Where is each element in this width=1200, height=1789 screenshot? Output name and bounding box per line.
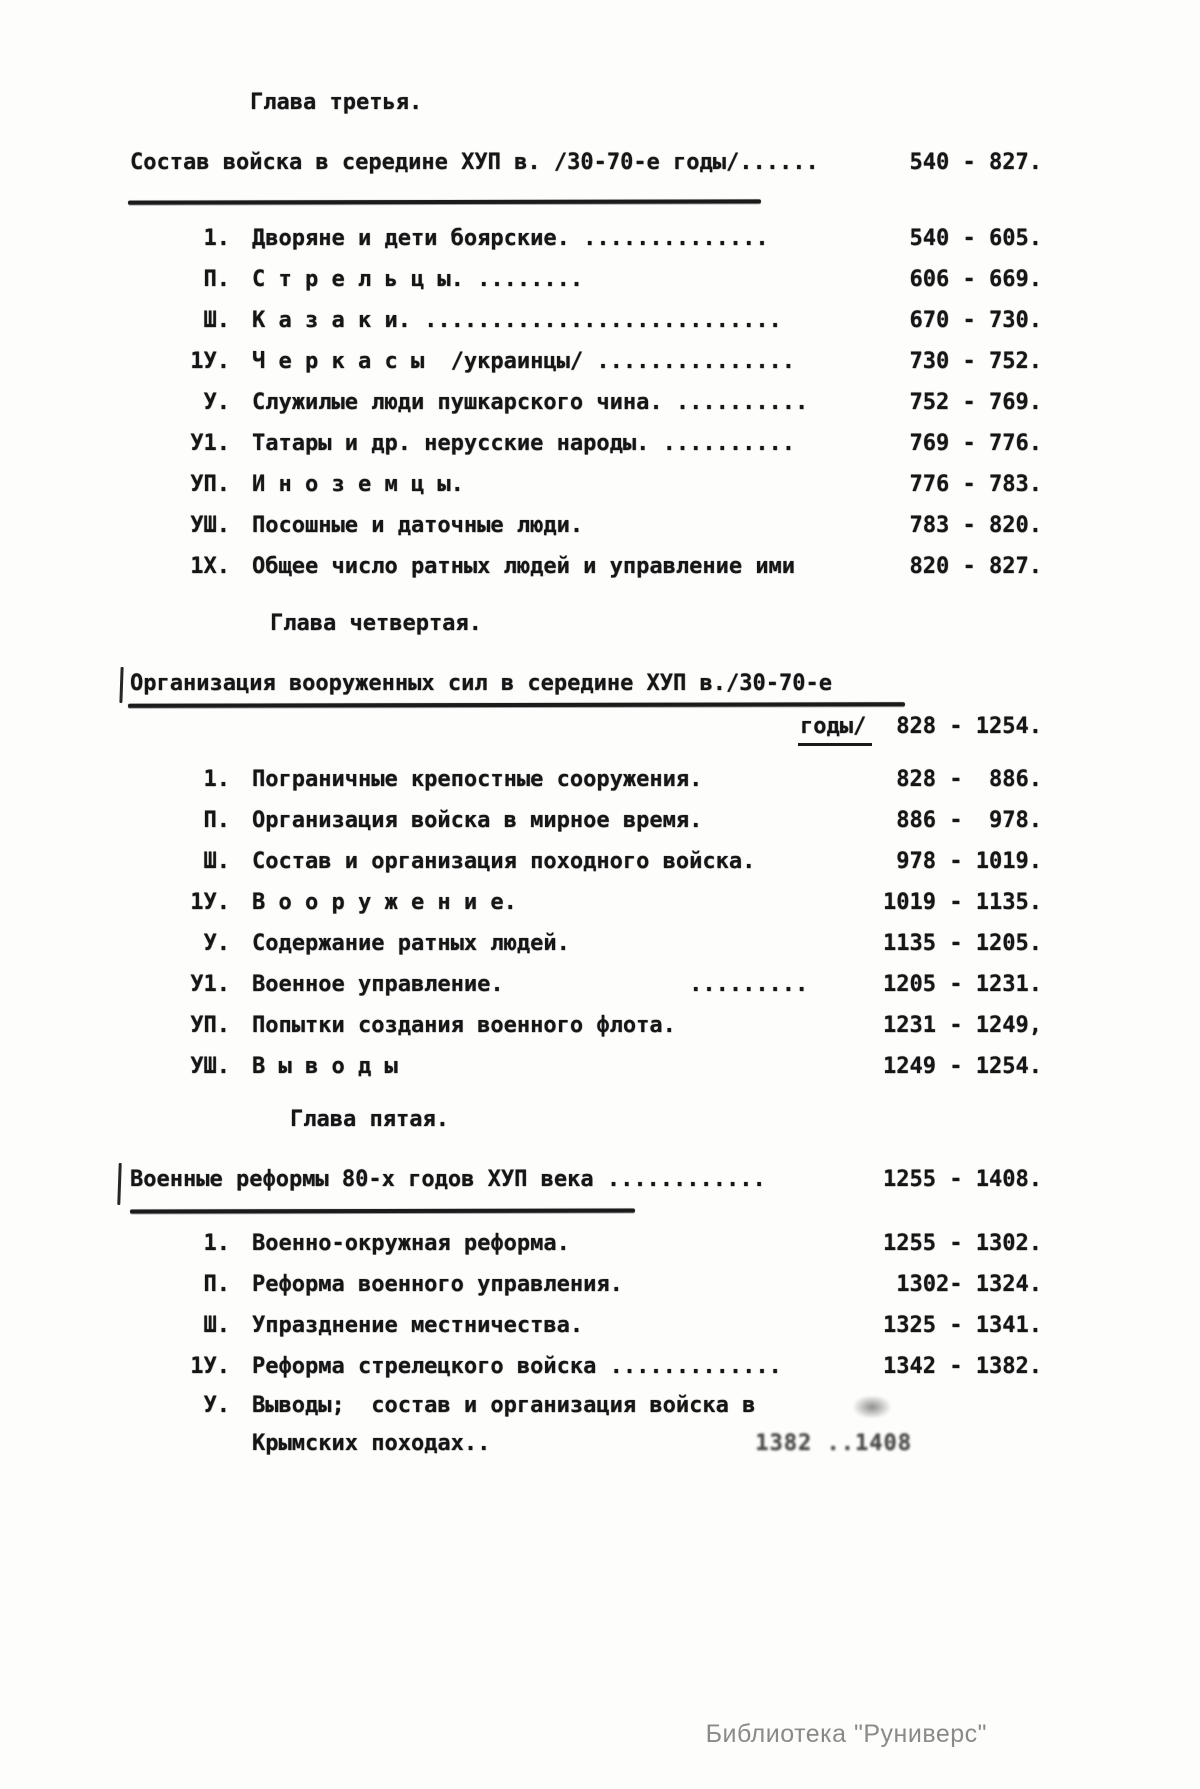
item-numeral: Ш. xyxy=(203,308,230,333)
item-label: Общее число ратных людей и управление ими xyxy=(252,554,796,579)
item-numeral: 1. xyxy=(203,767,230,792)
item-pages: 1382 ..1408 xyxy=(755,1431,912,1456)
ink-blot xyxy=(852,1395,892,1419)
item-numeral: У. xyxy=(203,931,230,956)
item-label: Татары и др. нерусские народы. .......... xyxy=(252,431,796,456)
item-numeral: У. xyxy=(203,1393,230,1418)
item-pages: 769 - 776. xyxy=(909,431,1042,456)
item-label: И н о з е м ц ы. xyxy=(252,472,464,497)
item-pages: 670 - 730. xyxy=(909,308,1042,333)
chapter-4-title-row2 xyxy=(130,709,1042,745)
item-numeral: П. xyxy=(203,808,230,833)
item-numeral: УП. xyxy=(190,1013,230,1038)
item-numeral: 1У. xyxy=(190,890,230,915)
toc-content xyxy=(130,88,1042,1471)
item-label: Военно-окружная реформа. xyxy=(252,1231,570,1256)
item-label: Военное управление. ......... xyxy=(252,972,809,997)
toc-item xyxy=(130,341,1042,382)
toc-item xyxy=(130,300,1042,341)
chapter-3-label: Глава третья. xyxy=(250,90,423,115)
item-pages: 1342 - 1382. xyxy=(883,1354,1042,1379)
item-numeral: П. xyxy=(203,267,230,292)
toc-item xyxy=(130,505,1042,546)
toc-item xyxy=(130,964,1042,1005)
item-pages: 752 - 769. xyxy=(909,390,1042,415)
item-pages: 886 - 978. xyxy=(896,808,1042,833)
chapter-5-title-row xyxy=(130,1165,1042,1195)
item-pages: 730 - 752. xyxy=(909,349,1042,374)
item-numeral: УШ. xyxy=(190,1054,230,1079)
item-pages: 828 - 886. xyxy=(896,767,1042,792)
item-pages: 783 - 820. xyxy=(909,513,1042,538)
toc-item xyxy=(130,759,1042,800)
chapter-5-items xyxy=(130,1223,1042,1471)
toc-item xyxy=(130,464,1042,505)
toc-item xyxy=(130,1264,1042,1305)
item-label: Попытки создания военного флота. xyxy=(252,1013,676,1038)
item-numeral: УП. xyxy=(190,472,230,497)
item-label: С т р е л ь ц ы. ........ xyxy=(252,267,584,292)
item-label: Дворяне и дети боярские. .............. xyxy=(252,226,769,251)
item-pages: 1135 - 1205. xyxy=(883,931,1042,956)
toc-item xyxy=(130,800,1042,841)
library-watermark: Библиотека "Руниверс" xyxy=(705,1720,987,1748)
item-pages: 1325 - 1341. xyxy=(883,1313,1042,1338)
pen-mark xyxy=(117,1163,121,1205)
toc-item xyxy=(130,923,1042,964)
item-label: Ч е р к а с ы /украинцы/ ............... xyxy=(252,349,796,374)
chapter-4-items xyxy=(130,759,1042,1087)
item-pages: 1249 - 1254. xyxy=(883,1054,1042,1079)
item-pages: 1205 - 1231. xyxy=(883,972,1042,997)
chapter-3-title-row xyxy=(130,148,1042,178)
toc-item xyxy=(130,882,1042,923)
toc-item xyxy=(130,423,1042,464)
item-numeral: У1. xyxy=(190,972,230,997)
toc-item xyxy=(130,1305,1042,1346)
item-label: В ы в о д ы xyxy=(252,1054,398,1079)
item-numeral: 1У. xyxy=(190,349,230,374)
toc-item xyxy=(130,841,1042,882)
pen-mark xyxy=(119,667,123,703)
item-pages: 1302- 1324. xyxy=(896,1272,1042,1297)
item-label: В о о р у ж е н и е. xyxy=(252,890,517,915)
item-numeral: Ш. xyxy=(203,849,230,874)
item-pages: 540 - 605. xyxy=(909,226,1042,251)
chapter-4-title-line2: годы/ xyxy=(798,710,872,746)
item-numeral: 1. xyxy=(203,226,230,251)
chapter-3-items xyxy=(130,218,1042,587)
item-label: Посошные и даточные люди. xyxy=(252,513,584,538)
chapter-4-pages: 828 - 1254. xyxy=(896,714,1042,739)
item-numeral: УШ. xyxy=(190,513,230,538)
chapter-3-title: Состав войска в середине ХУП в. /30-70-е годы/...... xyxy=(130,150,819,175)
chapter-5-label: Глава пятая. xyxy=(290,1107,449,1132)
chapter-4-title-row xyxy=(130,669,1042,699)
item-label: К а з а к и. ........................... xyxy=(252,308,782,333)
chapter-4-underline xyxy=(128,702,905,708)
toc-item xyxy=(130,1046,1042,1087)
item-label: Содержание ратных людей. xyxy=(252,931,570,956)
item-numeral: У. xyxy=(203,390,230,415)
item-label: Состав и организация походного войска. xyxy=(252,849,756,874)
chapter-5-title: Военные реформы 80-х годов ХУП века ............ xyxy=(130,1167,766,1192)
item-numeral: 1У. xyxy=(190,1354,230,1379)
item-label: Организация войска в мирное время. xyxy=(252,808,703,833)
item-pages: 1019 - 1135. xyxy=(883,890,1042,915)
item-label: Упразднение местничества. xyxy=(252,1313,584,1338)
item-label: Служилые люди пушкарского чина. .......... xyxy=(252,390,809,415)
toc-item xyxy=(130,546,1042,587)
item-pages: 1231 - 1249, xyxy=(883,1013,1042,1038)
item-pages: 820 - 827. xyxy=(909,554,1042,579)
item-pages: 776 - 783. xyxy=(909,472,1042,497)
chapter-5-pages: 1255 - 1408. xyxy=(883,1167,1042,1192)
toc-item xyxy=(130,1387,1042,1471)
item-numeral: Ш. xyxy=(203,1313,230,1338)
item-pages: 606 - 669. xyxy=(909,267,1042,292)
chapter-4-label: Глава четвертая. xyxy=(270,611,482,636)
item-numeral: У1. xyxy=(190,431,230,456)
toc-item xyxy=(130,259,1042,300)
item-pages: 978 - 1019. xyxy=(896,849,1042,874)
chapter-5-underline xyxy=(130,1208,635,1213)
item-numeral: 1Х. xyxy=(190,554,230,579)
chapter-4-title-line1: Организация вооруженных сил в середине ХУП в./30-70-е xyxy=(130,671,832,696)
item-label: Реформа военного управления. xyxy=(252,1272,623,1297)
chapter-3-underline xyxy=(128,199,761,204)
item-label: Реформа стрелецкого войска ............. xyxy=(252,1354,782,1379)
toc-item xyxy=(130,218,1042,259)
toc-item xyxy=(130,1346,1042,1387)
chapter-3-pages: 540 - 827. xyxy=(909,150,1042,175)
toc-item xyxy=(130,382,1042,423)
toc-item xyxy=(130,1223,1042,1264)
item-label: Пограничные крепостные сооружения. xyxy=(252,767,703,792)
item-numeral: 1. xyxy=(203,1231,230,1256)
item-pages: 1255 - 1302. xyxy=(883,1231,1042,1256)
item-numeral: П. xyxy=(203,1272,230,1297)
item-label: Выводы; состав и организация войска в Крымских походах.. xyxy=(252,1393,756,1456)
toc-item xyxy=(130,1005,1042,1046)
